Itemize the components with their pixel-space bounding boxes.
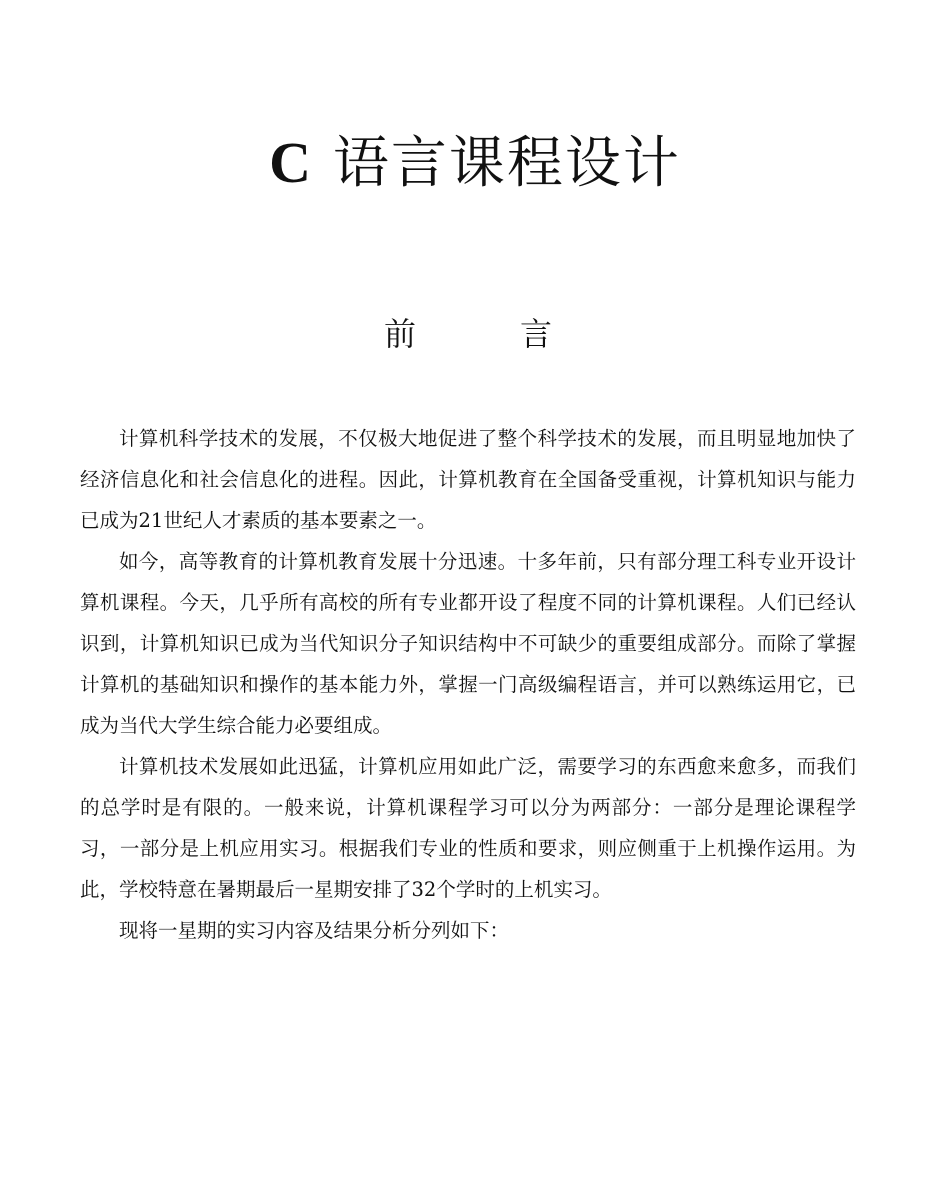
section-title-preface xyxy=(0,310,950,360)
paragraph-4: 现将一星期的实习内容及结果分析分列如下： xyxy=(119,919,510,942)
paragraph-1: 计算机科学技术的发展，不仅极大地促进了整个科学技术的发展，而且明显地加快了经济信息化和社会信息化的进程。因此，计算机教育在全国备受重视，计算机知识与能力已成为21世纪人才素质的基本要素之一。 xyxy=(80,427,856,532)
section-title-char-1: 前 xyxy=(384,315,417,353)
paragraph-3: 计算机技术发展如此迅猛，计算机应用如此广泛，需要学习的东西愈来愈多，而我们的总学时是有限的。一般来说，计算机课程学习可以分为两部分：一部分是理论课程学习，一部分是上机应用实习。根据我们专业的性质和要求，则应侧重于上机操作运用。为此，学校特意在暑期最后一星期安排了32个学时的上机实习。 xyxy=(80,755,856,901)
document-title-text: 语言课程设计 xyxy=(313,131,681,196)
document-title-latin: C xyxy=(269,130,314,195)
paragraph-2: 如今，高等教育的计算机教育发展十分迅速。十多年前，只有部分理工科专业开设计算机课程。今天，几乎所有高校的所有专业都开设了程度不同的计算机课程。人们已经认识到，计算机知识已成为当代知识分子知识结构中不可缺少的重要组成部分。而除了掌握计算机的基础知识和操作的基本能力外，掌握一门高级编程语言，并可以熟练运用它，已成为当代大学生综合能力必要组成。 xyxy=(80,550,856,737)
section-title-char-2: 言 xyxy=(520,315,553,353)
document-title xyxy=(0,128,950,199)
preface-body xyxy=(80,418,856,951)
